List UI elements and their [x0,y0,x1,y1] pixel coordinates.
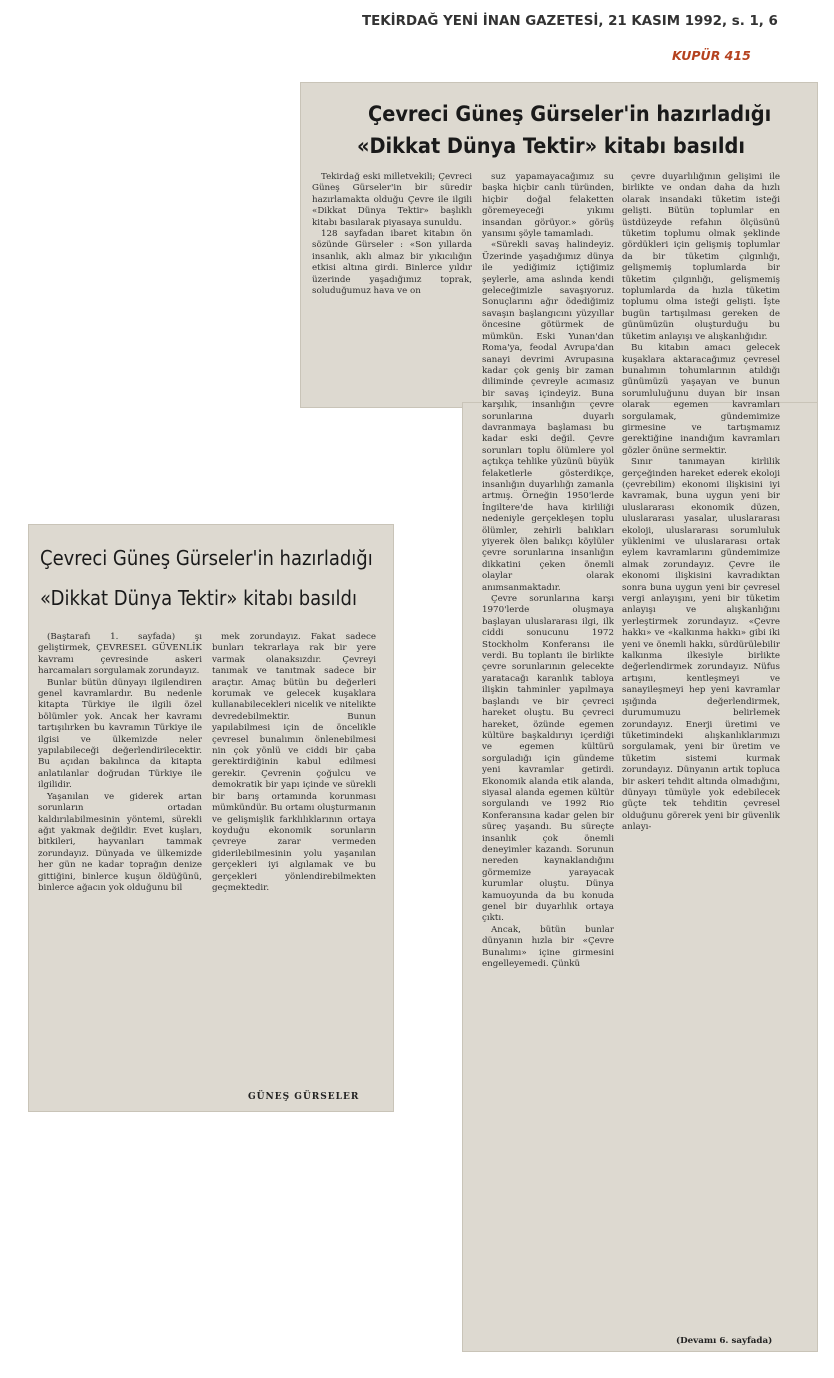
page1-headline-line2: «Dikkat Dünya Tektir» kitabı basıldı [357,134,745,159]
paragraph: Çevre sorunlarına karşı 1970'lerde oluşmaya başlayan uluslararası ilgi, ilk ciddi sonucunu 1972 Stockholm Konferansı ile verdi. Bu toplantı ile birlikte çevre sorunlarının gelecekte yaratacağı karanlık tabloya ilişkin tahminler yapılmaya başlandı ve bir çevreci hareket oluştu. Bu çevreci hareket, özünde egemen kültüre başkaldırıyı içerdiği ve egemen kültürü sorguladığı için gündeme yeni kavramlar getirdi. Ekonomik alanda etik alanda, siyasal alanda egemen kültür sorgulandı ve 1992 Rio Konferansına kadar gelen bir süreç yaşandı. Bu süreçte insanlık çok önemli deneyimler kazandı. Sorunun nereden kaynaklandığını görmemize yarayacak kurumlar oluştu. Dünya kamuoyunda da bu konuda genel bir duyarlılık ortaya çıktı. [482,594,614,924]
paragraph: Yaşanılan ve giderek artan sorunların ortadan kaldırılabilmesinin yöntemi, sürekli ağıt yakmak değildir. Evet kuşları, bitkileri, hayvanları tammak zorundayız. Dünyada ve ülkemizde her gün ne kadar toprağın denize gittiğini, binlerce kuşun öldüğünü, binlerce ağacın yok olduğunu bil [38,791,202,893]
author-signature: GÜNEŞ GÜRSELER [248,1092,360,1102]
paragraph: (Baştarafı 1. sayfada) şı geliştirmek, ÇEVRESEL GÜVENLİK kavramı çevresinde askeri harcamaları sorgulamak zorundayız. [38,632,202,677]
paragraph: Bunlar bütün dünyayı ilgilendiren genel kavramlardır. Bu nedenle kitapta Türkiye ile ilgili özel bölümler yok. Ancak her kavramı tartışılırken bu kavramın Türkiye ile ilgisi ve ülkemizde neler yapılabileceği değerlendirilecektir. Bu açıdan bakılınca da kitapta anlatılanlar doğrudan Türkiye ile ilgilidir. [38,677,202,791]
page6-column-1 [38,632,202,1104]
page1-column-1 [312,172,472,404]
paragraph: çevre duyarlılığının gelişimi ile birlikte ve ondan daha da hızlı olarak insandaki tüketim isteği gelişti. Bütün toplumlar en üstdüzeyde refahın ölçüsünü tüketim toplumu olmak şeklinde gördükleri için gelişmiş toplumlar da bir tüketim çılgınlığı, gelişmemiş toplumlarda bir tüketim çılgınlığı, gelişmemiş toplumlarda da hızla tüketim toplumu olma isteği gelişti. İşte bugün tartışılması gereken de günümüzün oluşturduğu bu tüketim anlayışı ve alışkanlığıdır. [622,172,780,342]
clip-number: KUPÜR 415 [672,48,751,63]
paragraph: 128 sayfadan ibaret kitabın ön sözünde Gürseler : «Son yıllarda insanlık, aklı almaz bir yıkıcılığın etkisi altına girdi. Binlerce yıldır üzerinde yaşadığımız toprak, soluduğumuz hava ve on [312,229,472,297]
page6-headline-line1: Çevreci Güneş Gürseler'in hazırladığı [40,546,373,570]
continuation-note: (Devamı 6. sayfada) [676,1336,773,1346]
paragraph: Tekirdağ eski milletvekili; Çevreci Güneş Gürseler'in bir süredir hazırlamakta olduğu Çevre ile ilgili «Dikkat Dünya Tektir» başlıklı kitabı basılarak piyasaya sunuldu. [312,172,472,228]
source-citation: TEKİRDAĞ YENİ İNAN GAZETESİ, 21 KASIM 1992, s. 1, 6 [362,14,778,29]
page1-column-2 [482,172,614,1348]
paragraph: Bu kitabın amacı gelecek kuşaklara aktaracağımız çevresel bunalımın tohumlarının atıldığı günümüzü yaşayan ve bunun sorumluluğunu duyan bir insan olarak egemen kavramları sorgulamak, gündemimize girmesine ve tartışmamız gerektiğine inandığım kavramları gözler önüne sermektir. [622,343,780,456]
paragraph: mek zorundayız. Fakat sadece bunları tekrarlaya rak bir yere varmak olanaksızdır. Çevreyi tanımak ve tanıtmak sadece bir araçtır. Amaç bütün bu değerleri korumak ve gelecek kuşaklara kullanabilecekleri nicelik ve nitelikte devredebilmektir. Bunun yapılabilmesi için de öncelikle çevresel bunalımın önlenebilmesi nin çok yönlü ve ciddi bir çaba gerektirdiğinin kabul edilmesi gerekir. Çevrenin çoğulcu ve demokratik bir yapı içinde ve sürekli bir barış ortamında korunması mümkündür. Bu ortamı oluşturmanın ve gelişmişlik farklılıklarının ortaya koyduğu ekonomik sorunların çevreye zarar vermeden giderilebilmesinin yolu yaşanılan gerçekleri iyi algılamak ve bu gerçekleri yönlendirebilmekten geçmektedir. [212,632,376,893]
page1-column-3 [622,172,780,1348]
paragraph: «Sürekli savaş halindeyiz. Üzerinde yaşadığımız dünya ile yediğimiz içtiğimiz şeylerle, ama aslında kendi geleceğimizle savaşıyoruz. Sonuçlarını ağır ödediğimiz savaşın başlangıcını yüzyıllar öncesine götürmek de mümkün. Eski Yunan'dan Roma'ya, feodal Avrupa'dan sanayi devrimi Avrupasına kadar çok geniş bir zaman diliminde çevreyle acımasız bir savaş içindeyiz. Buna karşılık, insanlığın çevre sorunlarına duyarlı davranmaya başlaması bu kadar eski değil. Çevre sorunları toplu ölümlere yol açtıkça tehlike yüzünü büyük felaketlerle gösterdikçe, insanlığın duyarlılığı zamanla artmış. Örneğin 1950'lerde İngiltere'de hava kirliliği nedeniyle gerçekleşen toplu ölümler, zehirli balıkları yiyerek ölen balıkçı köylüler çevre sorunlarına insanlığın dikkatini çeken önemli olaylar olarak anımsanmaktadır. [482,240,614,593]
paragraph: suz yapamayacağımız su başka hiçbir canlı türünden, hiçbir doğal felaketten göremeyeceği yıkımı insandan görüyor.» görüş yansımı şöyle tamamladı. [482,172,614,240]
page1-headline-line1: Çevreci Güneş Gürseler'in hazırladığı [368,102,772,127]
paragraph: Sınır tanımayan kirlilik gerçeğinden hareket ederek ekoloji (çevrebilim) ekonomi ilişkisini iyi kavramak, buna uygun yeni bir uluslararası ekonomik düzen, uluslararası yasalar, uluslararası ekoloji, uluslararası sorumluluk yüklenimi ve uluslararası ortak eylem kavramlarını gündemimize almak zorundayız. Çevre ile ekonomi ilişkisini kavradıktan sonra buna uygun yeni bir çevresel vergi anlayışını, yeni bir tüketim anlayışı ve alışkanlığını yerleştirmek zorundayız. «Çevre hakkı» ve «kalkınma hakkı» gibi iki yeni ve önemli hakkı, sürdürülebilir kalkınma ilkesiyle birlikte değerlendirmek zorundayız. Nüfus artışını, kentleşmeyi ve sanayileşmeyi hep yeni kavramlar ışığında değerlendirmek, durumumuzu belirlemek zorundayız. Enerji üretimi ve tüketimindeki alışkanlıklarımızı sorgulamak, yeni bir üretim ve tüketim sistemi kurmak zorundayız. Dünyanın artık topluca bir askeri tehdit altında olmadığını, dünyayı tümüyle yok edebilecek güçte tek tehditin çevresel olduğunu görerek yeni bir güvenlik anlayı- [622,457,780,833]
paragraph: Ancak, bütün bunlar dünyanın hızla bir «Çevre Bunalımı» içine girmesini engelleyemedi. Çünkü [482,924,614,970]
page6-column-2 [212,632,376,1104]
page6-headline-line2: «Dikkat Dünya Tektir» kitabı basıldı [40,586,357,610]
